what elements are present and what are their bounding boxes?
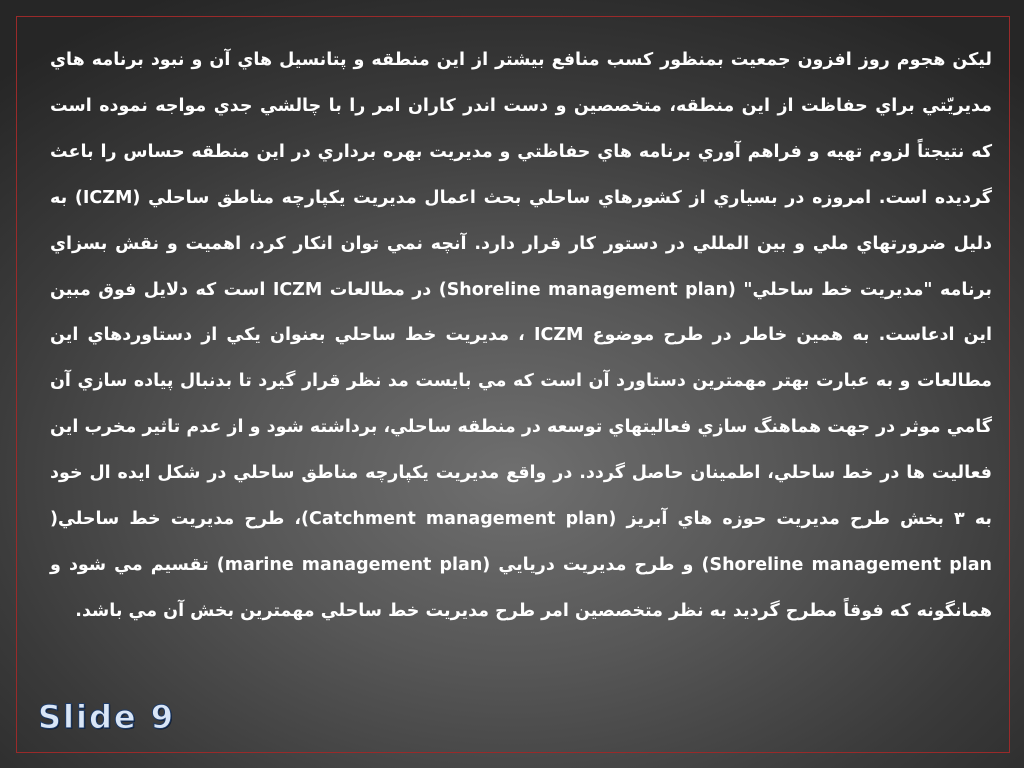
slide-number-label: Slide 9: [38, 698, 175, 736]
slide-body-text: ليكن هجوم روز افزون جمعيت بمنظور كسب منافع بيشتر از اين منطقه و پتانسيل هاي آن و نبود برنامه هاي مديريّتي براي حفاظت از اين منطقه، متخصصين و دست اندر كاران امر را با چالشي جدي مواجه نموده است كه نتيجتاً لزوم تهيه و فراهم آوري برنامه هاي حفاظتي و مديريت بهره برداري در اين منطقه حساس را باعث گرديده است. امروزه در بسياري از كشورهاي ساحلي بحث اعمال مديريت يكپارچه مناطق ساحلي (ICZM) به دليل ضرورتهاي ملي و بين المللي در دستور كار قرار دارد. آنچه نمي توان انكار كرد، اهميت و نقش بسزاي برنامه "مديريت خط ساحلي" (Shoreline management plan) در مطالعات ICZM است كه دلايل فوق مبين اين ادعاست. به همين خاطر در طرح موضوع ICZM ، مديريت خط ساحلي بعنوان يكي از دستاوردهاي اين مطالعات و به عبارت بهتر مهمترين دستاورد آن است كه مي بايست مد نظر قرار گيرد تا بدنبال پياده سازي آن گامي موثر در جهت هماهنگ سازي فعاليتهاي توسعه در منطقه ساحلي، برداشته شود و از عدم تاثير مخرب اين فعاليت ها در خط ساحلي، اطمينان حاصل گردد. در واقع مديريت يكپارچه مناطق ساحلي در شكل ايده ال خود به ۳ بخش طرح مديريت حوزه هاي آبريز (Catchment management plan)، طرح مديريت خط ساحلي( Shoreline management plan) و طرح مديريت دريايي (marine management plan) تقسيم مي شود و همانگونه كه فوقاً مطرح گرديد به نظر متخصصين امر طرح مديريت خط ساحلي مهمترين بخش آن مي باشد.: [50, 50, 992, 621]
